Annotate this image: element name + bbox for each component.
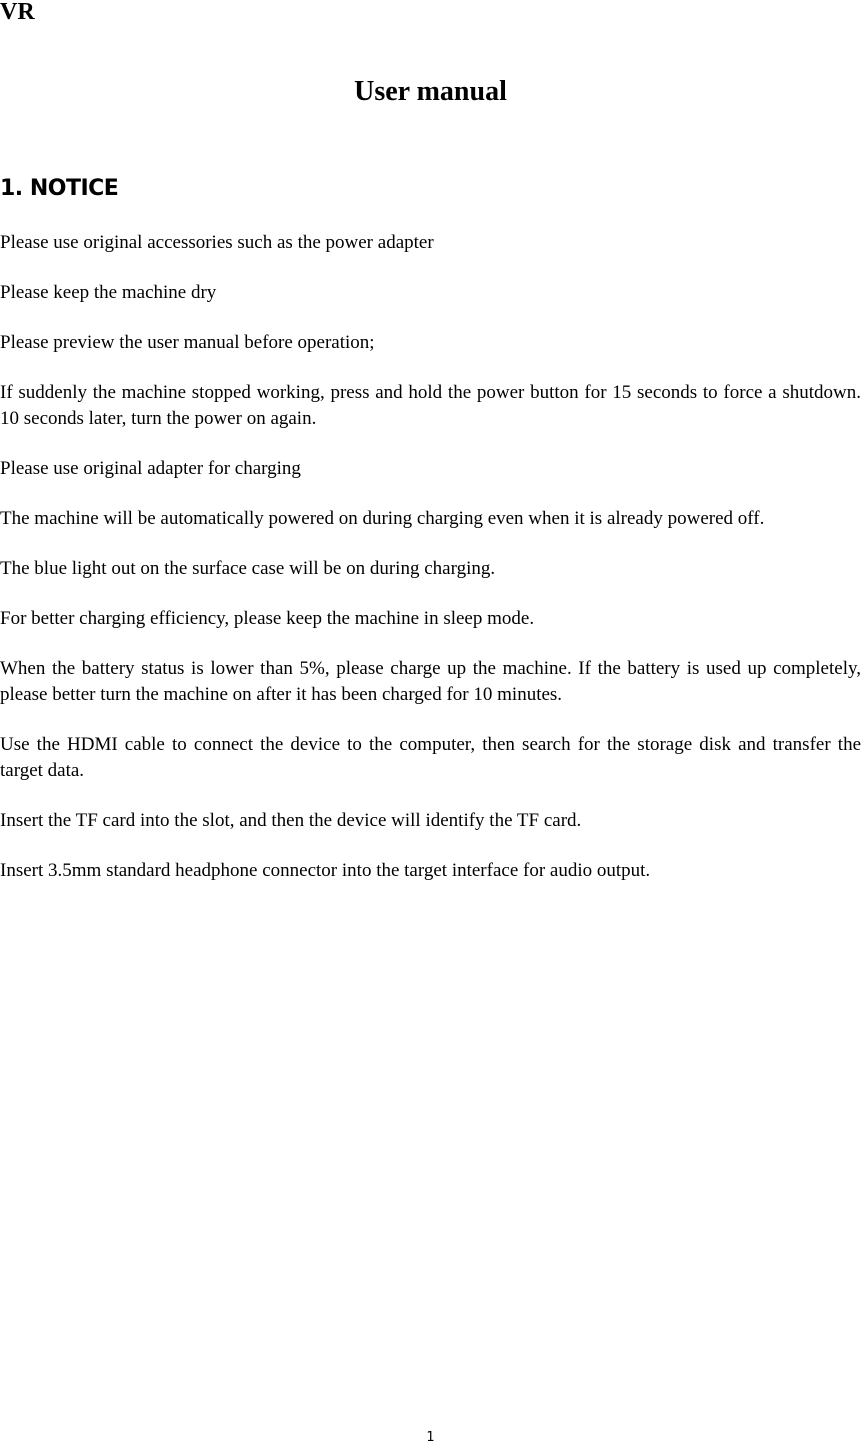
notice-paragraph: If suddenly the machine stopped working, press and hold the power button for 15 seconds to force a shutdown. 10 seconds later, turn the power on again. (0, 382, 861, 429)
notice-paragraph: The machine will be automatically powered on during charging even when it is already powered off. (0, 508, 765, 529)
notice-paragraph: The blue light out on the surface case will be on during charging. (0, 558, 496, 579)
notice-paragraph: Insert 3.5mm standard headphone connector into the target interface for audio output. (0, 860, 651, 881)
document-title: User manual (354, 76, 507, 107)
page-number: 1 (426, 1430, 435, 1445)
notice-body (0, 230, 861, 908)
document-label: VR (0, 0, 35, 25)
notice-paragraph: Insert the TF card into the slot, and then the device will identify the TF card. (0, 810, 582, 831)
notice-paragraph: When the battery status is lower than 5%, please charge up the machine. If the battery is used up completely, please better turn the machine on after it has been charged for 10 minutes. (0, 658, 861, 705)
notice-paragraph: Use the HDMI cable to connect the device to the computer, then search for the storage disk and transfer the target data. (0, 734, 861, 781)
notice-paragraph: For better charging efficiency, please keep the machine in sleep mode. (0, 608, 535, 629)
notice-paragraph: Please use original adapter for charging (0, 458, 301, 479)
notice-paragraph: Please keep the machine dry (0, 282, 217, 303)
section-heading-notice: 1. NOTICE (0, 176, 119, 201)
notice-paragraph: Please preview the user manual before operation; (0, 332, 375, 353)
notice-paragraph: Please use original accessories such as the power adapter (0, 232, 434, 253)
